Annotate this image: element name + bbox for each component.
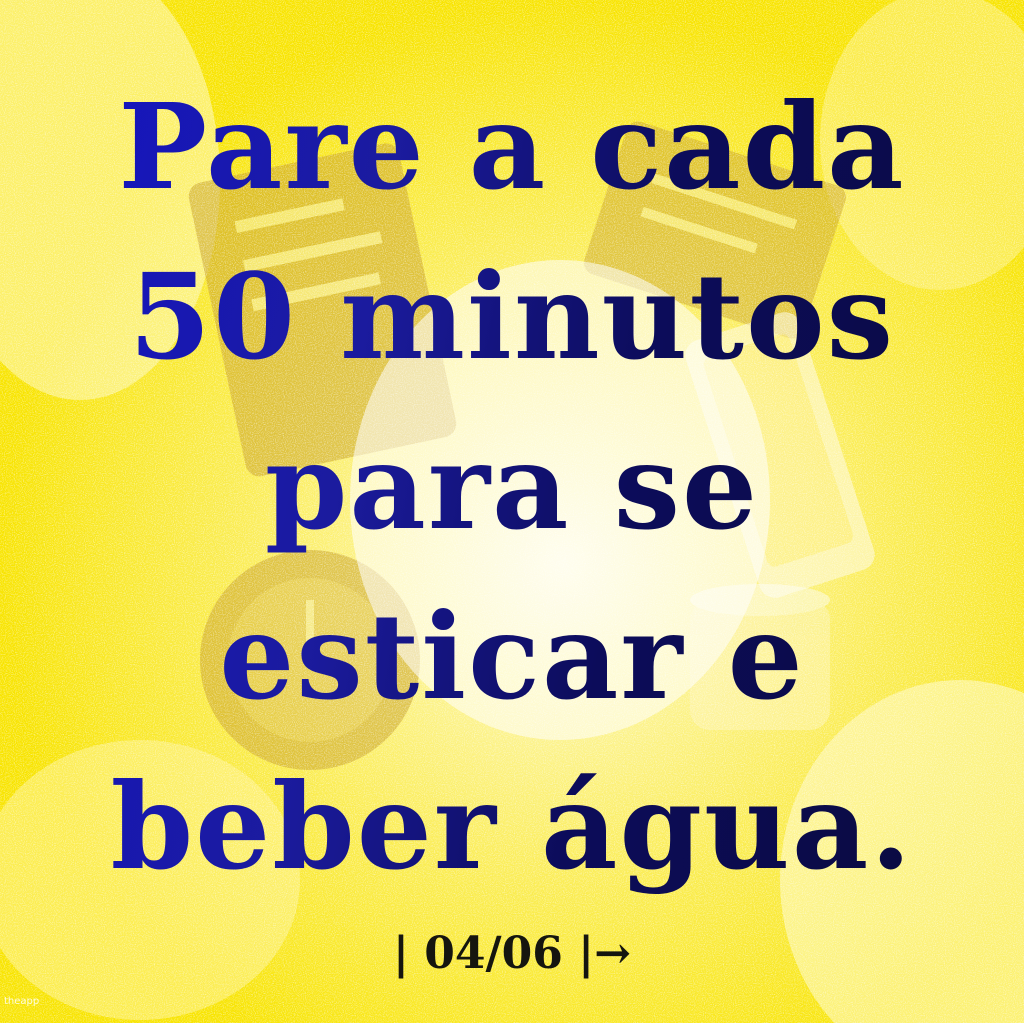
- quote-text: [0, 62, 1024, 912]
- arrow-right-icon[interactable]: →: [594, 928, 632, 979]
- watermark: theapp: [4, 996, 40, 1007]
- quote-line-3: para se: [264, 417, 760, 556]
- pager-total: 06: [501, 928, 563, 979]
- quote-line-5: beber água.: [110, 757, 914, 896]
- quote-line-4: esticar e: [219, 587, 805, 726]
- pager-separator: /: [485, 928, 502, 979]
- pager-current: 04: [424, 928, 486, 979]
- slide-pager: [0, 922, 1024, 986]
- quote-line-2: 50 minutos: [128, 247, 896, 386]
- quote-line-1: Pare a cada: [118, 77, 906, 216]
- pager-suffix: |: [562, 928, 595, 979]
- pager-prefix: |: [392, 928, 425, 979]
